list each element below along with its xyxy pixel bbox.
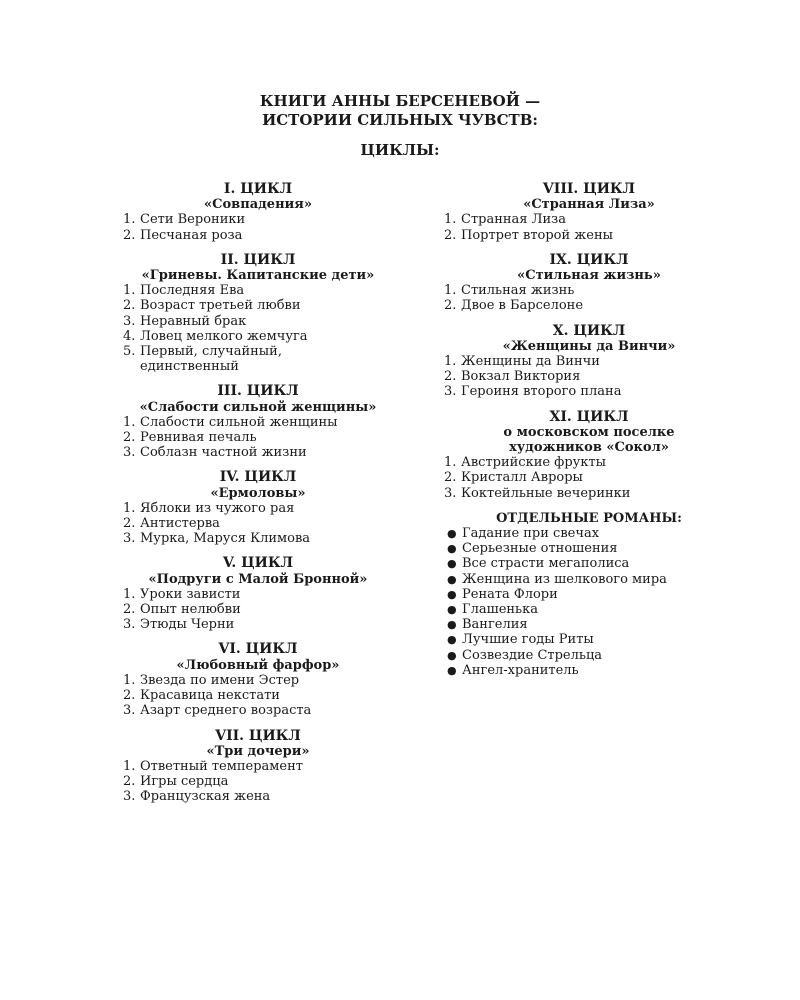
cycle-block: [123, 642, 393, 718]
book-list: [123, 415, 393, 461]
book-number: 1.: [123, 758, 136, 774]
book-title: Азарт среднего возраста: [140, 703, 312, 719]
book-number: 2.: [123, 298, 136, 314]
book-item: [123, 314, 393, 329]
book-item: [444, 486, 734, 501]
cycle-name: «Женщины да Винчи»: [502, 338, 676, 354]
book-title: Героиня второго плана: [461, 384, 622, 400]
book-title: Антистерва: [140, 516, 220, 532]
book-title: Стильная жизнь: [461, 283, 575, 299]
bullet-icon: ●: [447, 603, 457, 617]
book-number: 1.: [123, 500, 136, 516]
page-title: [0, 92, 800, 130]
book-item: [123, 516, 393, 531]
book-number: 1.: [123, 414, 136, 430]
book-title: Вокзал Виктория: [461, 369, 581, 385]
novel-title: Созвездие Стрельца: [462, 647, 603, 663]
cycle-number: III. ЦИКЛ: [217, 383, 299, 400]
book-item: [123, 673, 393, 688]
cycle-name: «Гриневы. Капитанские дети»: [141, 268, 375, 284]
book-item: [123, 587, 393, 602]
book-item: [123, 617, 393, 632]
book-title: Возраст третьей любви: [140, 298, 301, 314]
book-item: [123, 212, 393, 227]
bullet-icon: ●: [447, 648, 457, 662]
book-item: [444, 455, 734, 470]
bullet-icon: ●: [447, 663, 457, 677]
cycle-number: I. ЦИКЛ: [223, 181, 293, 197]
cycle-number: VI. ЦИКЛ: [218, 641, 298, 658]
book-title: Коктейльные вечеринки: [461, 485, 631, 501]
cycle-name: «Стильная жизнь»: [517, 268, 661, 284]
book-title: Красавица некстати: [140, 688, 280, 704]
book-list: [444, 455, 734, 501]
book-number: 3.: [123, 617, 136, 633]
book-number: 1.: [123, 586, 136, 602]
book-number: 1.: [444, 455, 457, 471]
book-item: [123, 501, 393, 516]
book-number: 2.: [123, 602, 136, 618]
bullet-icon: ●: [447, 542, 457, 556]
book-item: [444, 369, 734, 384]
cycle-name: «Подруги с Малой Бронной»: [148, 571, 368, 587]
book-number: 5.: [123, 344, 136, 360]
cycle-number: IV. ЦИКЛ: [219, 469, 297, 486]
book-title: Уроки зависти: [140, 586, 241, 602]
book-number: 3.: [123, 789, 136, 805]
cycle-name: «Любовный фарфор»: [176, 657, 340, 673]
book-title: Яблоки из чужого рая: [140, 500, 295, 516]
cycle-block: [444, 324, 734, 400]
book-title: Песчаная роза: [140, 227, 243, 243]
book-item: [123, 228, 393, 243]
book-number: 3.: [444, 485, 457, 501]
book-item: [123, 531, 393, 546]
bullet-icon: ●: [447, 587, 457, 601]
cycle-block: [123, 182, 393, 243]
book-title: Неравный брак: [140, 313, 247, 329]
book-item: [444, 212, 734, 227]
book-item: [123, 759, 393, 774]
book-item: [123, 283, 393, 298]
book-title: Ловец мелкого жемчуга: [140, 328, 308, 344]
book-list: [123, 673, 393, 719]
novel-item: [444, 556, 734, 571]
book-item: [123, 774, 393, 789]
book-number: 2.: [123, 774, 136, 790]
cycle-block: [444, 182, 734, 243]
book-number: 4.: [123, 328, 136, 344]
book-number: 2.: [123, 227, 136, 243]
page-title-line-1: КНИГИ АННЫ БЕРСЕНЕВОЙ —: [259, 92, 541, 110]
book-item: [123, 688, 393, 703]
book-number: 2.: [123, 688, 136, 704]
book-title: Сети Вероники: [140, 212, 246, 228]
bullet-icon: ●: [447, 527, 457, 541]
book-item: [123, 415, 393, 430]
book-title: Этюды Черни: [140, 617, 235, 633]
cycle-block: [123, 729, 393, 805]
cycle-block: [444, 253, 734, 314]
bullet-icon: ●: [447, 572, 457, 586]
book-item: [123, 298, 393, 313]
cycle-block: [123, 253, 393, 375]
novel-item: [444, 526, 734, 541]
book-number: 2.: [444, 470, 457, 486]
book-item: [444, 384, 734, 399]
novel-list: [444, 526, 734, 678]
bullet-icon: ●: [447, 618, 457, 632]
book-title: Слабости сильной женщины: [140, 414, 338, 430]
cycle-block: [444, 410, 734, 501]
cycle-block: [123, 470, 393, 546]
novel-item: [444, 541, 734, 556]
book-number: 3.: [123, 445, 136, 461]
book-list: [123, 759, 393, 805]
novel-item: [444, 587, 734, 602]
book-title: Кристалл Авроры: [461, 470, 583, 486]
cycle-number: V. ЦИКЛ: [222, 555, 294, 572]
book-title: Двое в Барселоне: [461, 298, 584, 314]
book-list: [444, 212, 734, 242]
book-number: 2.: [444, 298, 457, 314]
novel-item: [444, 648, 734, 663]
book-item: [123, 602, 393, 617]
novel-item: [444, 602, 734, 617]
novel-title: Лучшие годы Риты: [462, 632, 594, 648]
book-item: [123, 344, 340, 374]
book-title: Ревнивая печаль: [140, 430, 257, 446]
novel-title: Гадание при свечах: [462, 526, 600, 542]
book-item: [444, 470, 734, 485]
novel-title: Все страсти мегаполиса: [462, 556, 630, 572]
book-item: [444, 354, 734, 369]
book-title: Ответный темперамент: [140, 758, 303, 774]
book-item: [123, 329, 393, 344]
cycle-block: [123, 384, 393, 460]
book-list: [123, 212, 393, 242]
book-title: Соблазн частной жизни: [140, 445, 307, 461]
book-title: Австрийские фрукты: [461, 455, 606, 471]
book-number: 1.: [123, 672, 136, 688]
book-item: [123, 703, 393, 718]
book-number: 1.: [444, 283, 457, 299]
bullet-icon: ●: [447, 557, 457, 571]
book-item: [123, 789, 393, 804]
cycle-name: «Совпадения»: [204, 197, 312, 213]
novel-item: [444, 617, 734, 632]
book-item: [444, 283, 734, 298]
book-number: 2.: [444, 369, 457, 385]
cycle-name: о московском поселке художников «Сокол»: [503, 424, 675, 456]
book-number: 3.: [123, 531, 136, 547]
cycle-number: II. ЦИКЛ: [220, 251, 296, 268]
cycle-name: «Странная Лиза»: [523, 197, 655, 213]
book-number: 1.: [123, 212, 136, 228]
cycle-number: XI. ЦИКЛ: [549, 408, 629, 425]
book-number: 1.: [444, 212, 457, 228]
cycle-block: [123, 556, 393, 632]
standalone-novels: [444, 511, 734, 678]
cycle-number: IX. ЦИКЛ: [549, 251, 629, 268]
book-number: 3.: [444, 384, 457, 400]
book-title: Мурка, Маруся Климова: [140, 531, 311, 547]
book-list: [123, 501, 393, 547]
bullet-icon: ●: [447, 633, 457, 647]
book-list: [444, 283, 734, 313]
book-title: Портрет второй жены: [461, 227, 613, 243]
novel-item: [444, 572, 734, 587]
book-number: 2.: [123, 516, 136, 532]
book-title: Игры сердца: [140, 774, 229, 790]
book-number: 1.: [123, 283, 136, 299]
book-item: [444, 228, 734, 243]
book-title: Звезда по имени Эстер: [140, 672, 300, 688]
novel-title: Ангел-хранитель: [462, 662, 579, 678]
novel-title: Серьезные отношения: [462, 541, 618, 557]
novel-item: [444, 632, 734, 647]
book-list: [123, 283, 393, 374]
novel-title: Глашенька: [462, 602, 539, 618]
book-title: Первый, случайный, единственный: [140, 344, 282, 375]
book-title: Опыт нелюбви: [140, 602, 241, 618]
book-number: 3.: [123, 703, 136, 719]
book-title: Странная Лиза: [461, 212, 566, 228]
cycle-number: X. ЦИКЛ: [552, 322, 626, 339]
book-number: 1.: [444, 354, 457, 370]
book-list: [444, 354, 734, 400]
cycle-name: «Ермоловы»: [210, 485, 306, 501]
book-item: [123, 430, 393, 445]
cycles-heading: ЦИКЛЫ:: [360, 141, 440, 159]
page-title-line-2: ИСТОРИИ СИЛЬНЫХ ЧУВСТВ:: [262, 111, 538, 129]
book-number: 3.: [123, 313, 136, 329]
book-number: 2.: [444, 227, 457, 243]
cycle-name: «Три дочери»: [206, 743, 310, 759]
novels-heading: ОТДЕЛЬНЫЕ РОМАНЫ:: [496, 510, 682, 526]
novel-title: Вангелия: [462, 617, 528, 633]
book-item: [123, 445, 393, 460]
cycle-number: VII. ЦИКЛ: [215, 727, 301, 744]
cycle-number: VIII. ЦИКЛ: [542, 181, 636, 197]
cycle-name: «Слабости сильной женщины»: [139, 399, 377, 415]
book-item: [444, 298, 734, 313]
book-title: Женщины да Винчи: [461, 354, 600, 370]
novel-title: Женщина из шелкового мира: [462, 571, 667, 587]
novel-title: Рената Флори: [462, 586, 558, 602]
book-number: 2.: [123, 430, 136, 446]
left-column: [123, 182, 393, 815]
book-title: Последняя Ева: [140, 283, 245, 299]
book-title: Французская жена: [140, 789, 271, 805]
book-list: [123, 587, 393, 633]
right-column: [444, 182, 734, 678]
novel-item: [444, 663, 734, 678]
